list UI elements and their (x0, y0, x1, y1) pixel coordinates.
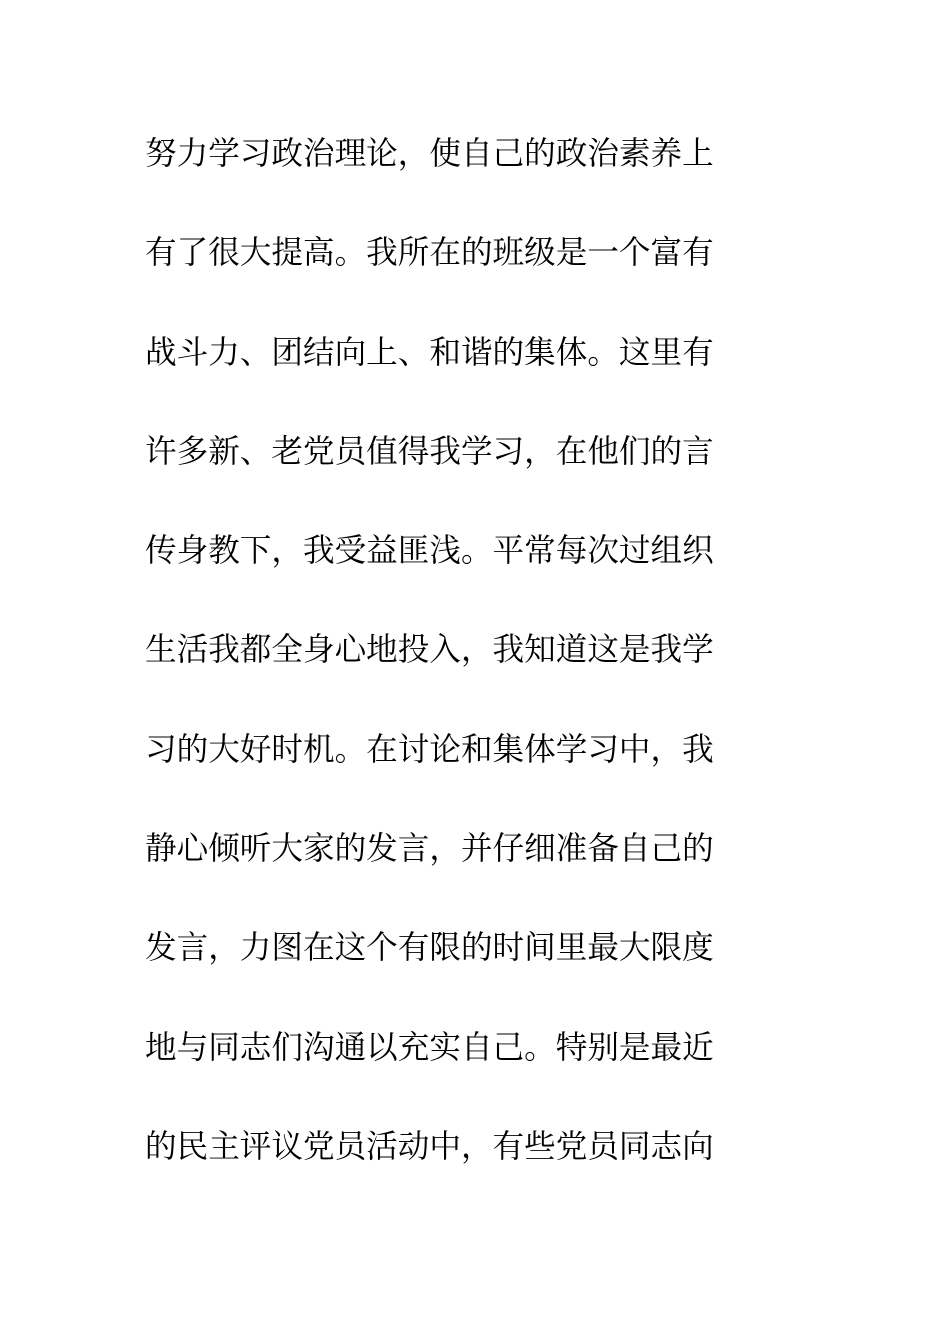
text-line-7: 习的大好时机。在讨论和集体学习中，我 (145, 731, 714, 768)
body-text (145, 126, 785, 1218)
text-line-8: 静心倾听大家的发言，并仔细准备自己的 (145, 831, 714, 868)
text-line-6: 生活我都全身心地投入，我知道这是我学 (145, 632, 714, 669)
text-line-1: 努力学习政治理论，使自己的政治素养上 (145, 136, 714, 172)
text-line-5: 传身教下，我受益匪浅。平常每次过组织 (145, 533, 714, 570)
text-line-4: 许多新、老党员值得我学习，在他们的言 (145, 433, 714, 470)
text-line-10: 地与同志们沟通以充实自己。特别是最近 (145, 1029, 714, 1066)
text-line-11: 的民主评议党员活动中，有些党员同志向 (145, 1128, 714, 1165)
text-line-9: 发言，力图在这个有限的时间里最大限度 (145, 930, 714, 967)
text-line-3: 战斗力、团结向上、和谐的集体。这里有 (145, 334, 714, 371)
text-line-2: 有了很大提高。我所在的班级是一个富有 (145, 235, 714, 272)
